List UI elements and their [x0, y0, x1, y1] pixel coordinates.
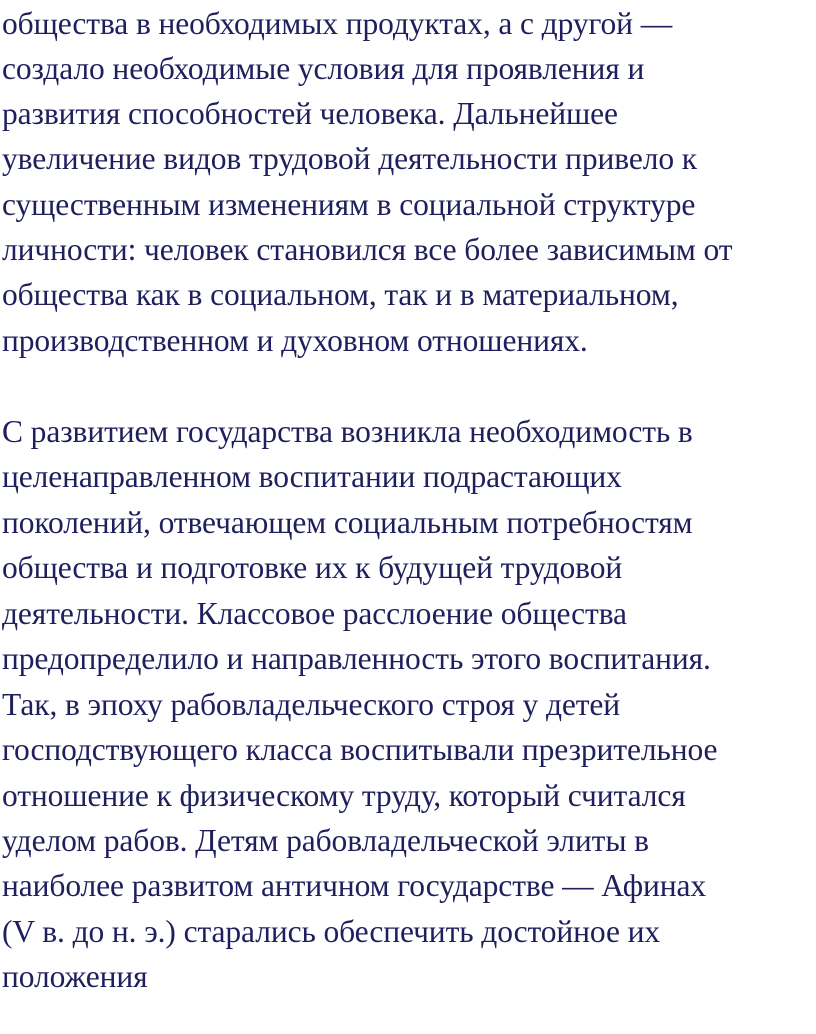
- paragraph-1-line-5: существенным изменениям в социальной структуре: [2, 187, 696, 222]
- paragraph-2-line-4: общества и подготовке их к будущей трудовой: [2, 550, 623, 585]
- paragraph-2-line-10: уделом рабов. Детям рабовладельческой элиты в: [2, 823, 649, 858]
- paragraph-1-line-1: общества в необходимых продуктах, а с другой —: [2, 6, 673, 41]
- paragraph-2-line-3: поколений, отвечающем социальным потребностям: [2, 505, 693, 540]
- paragraph-2-line-1: С развитием государства возникла необходимость в: [2, 414, 693, 449]
- paragraph-2-line-13: положения: [2, 959, 148, 994]
- paragraph-2-line-2: целенаправленном воспитании подрастающих: [2, 459, 622, 494]
- paragraph-2-line-5: деятельности. Классовое расслоение общества: [2, 596, 627, 631]
- paragraph-1-line-4: увеличение видов трудовой деятельности привело к: [2, 141, 697, 176]
- paragraph-2-line-12: (V в. до н. э.) старались обеспечить достойное их: [2, 914, 661, 949]
- paragraph-2-line-9: отношение к физическому труду, который считался: [2, 778, 686, 813]
- paragraph-1-line-2: создало необходимые условия для проявления и: [2, 51, 645, 86]
- paragraph-1-line-3: развития способностей человека. Дальнейшее: [2, 96, 618, 131]
- paragraph-1-line-6: личности: человек становился все более зависимым от: [2, 232, 733, 267]
- paragraph-1-line-8: производственном и духовном отношениях.: [2, 323, 588, 358]
- paragraph-1-line-7: общества как в социальном, так и в материальном,: [2, 277, 679, 312]
- paragraph-2-line-8: господствующего класса воспитывали презрительное: [2, 732, 718, 767]
- paragraph-2-line-11: наиболее развитом античном государстве — Афинах: [2, 868, 707, 903]
- paragraph-2-line-7: Так, в эпоху рабовладельческого строя у детей: [2, 687, 621, 722]
- paragraph-2-line-6: предопределило и направленность этого воспитания.: [2, 641, 711, 676]
